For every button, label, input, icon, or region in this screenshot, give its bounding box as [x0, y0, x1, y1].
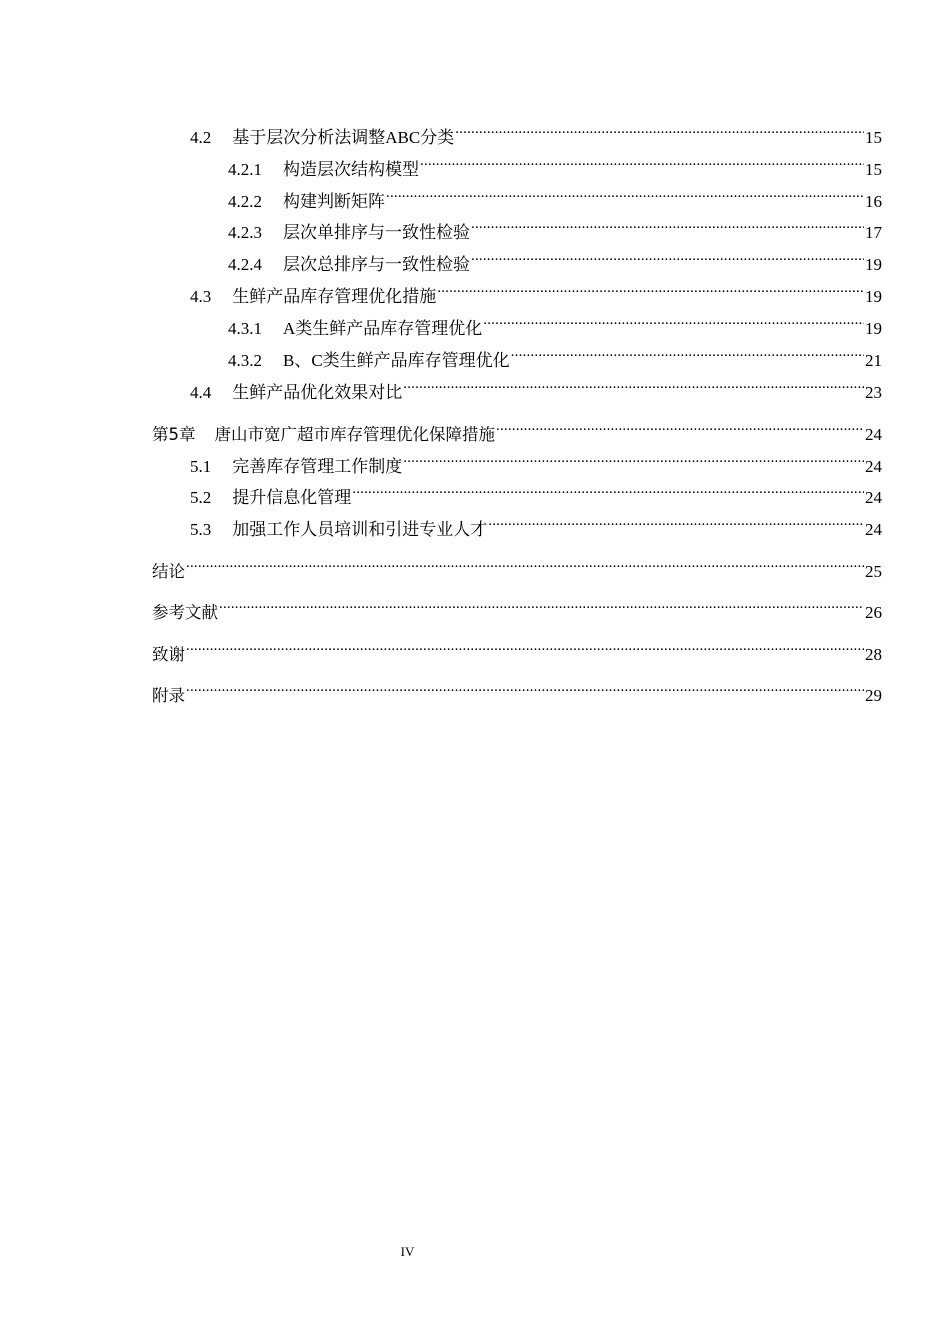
toc-dot-leader [219, 596, 864, 618]
toc-dot-leader [471, 248, 864, 270]
toc-entry-5-3[interactable] [190, 513, 882, 541]
toc-entry-5-2[interactable] [190, 481, 882, 509]
toc-entry-page: 24 [865, 457, 882, 476]
toc-entry-chapter-5[interactable] [152, 418, 882, 446]
toc-dot-leader [455, 121, 864, 143]
toc-entry-title: A类生鲜产品库存管理优化 [283, 319, 483, 338]
toc-entry-number: 第5章 [152, 425, 196, 444]
page-number-footer: IV [400, 1244, 415, 1259]
toc-entry-4-2[interactable] [190, 121, 882, 149]
toc-entry-page: 19 [865, 255, 882, 274]
toc-entry-title: B、C类生鲜产品库存管理优化 [283, 351, 510, 370]
toc-entry-title: 完善库存管理工作制度 [232, 457, 403, 476]
toc-dot-leader [403, 450, 864, 472]
toc-entry-number: 4.2.2 [228, 192, 262, 211]
toc-entry-page: 29 [865, 686, 882, 705]
toc-entry-appendix[interactable] [152, 679, 882, 707]
toc-entry-number: 4.3 [190, 287, 212, 306]
toc-dot-leader [403, 376, 864, 398]
toc-entry-4-4[interactable] [190, 376, 882, 404]
toc-dot-leader [386, 185, 864, 207]
toc-entry-page: 23 [865, 383, 882, 402]
toc-entry-title: 构造层次结构模型 [283, 160, 419, 179]
toc-entry-page: 24 [865, 488, 882, 507]
toc-dot-leader [186, 638, 864, 660]
toc-entry-page: 26 [865, 603, 882, 622]
toc-entry-number: 4.2 [190, 128, 212, 147]
toc-dot-leader [471, 216, 864, 238]
toc-entry-title: 提升信息化管理 [232, 488, 352, 507]
toc-dot-leader [496, 418, 864, 440]
toc-entry-page: 24 [865, 520, 882, 539]
toc-entry-title: 生鲜产品优化效果对比 [232, 383, 403, 402]
toc-entry-acknowledgements[interactable] [152, 638, 882, 666]
toc-dot-leader [420, 153, 864, 175]
toc-entry-page: 15 [865, 160, 882, 179]
toc-entry-number: 5.1 [190, 457, 212, 476]
toc-entry-page: 19 [865, 287, 882, 306]
toc-entry-page: 25 [865, 562, 882, 581]
toc-dot-leader [352, 481, 864, 503]
toc-entry-page: 16 [865, 192, 882, 211]
toc-entry-number: 5.3 [190, 520, 212, 539]
toc-entry-page: 24 [865, 425, 882, 444]
toc-entry-title: 层次总排序与一致性检验 [283, 255, 470, 274]
toc-entry-conclusion[interactable] [152, 555, 882, 583]
toc-entry-4-3-1[interactable] [228, 312, 882, 340]
toc-entry-references[interactable] [152, 596, 882, 624]
toc-dot-leader [437, 280, 864, 302]
toc-entry-page: 19 [865, 319, 882, 338]
toc-entry-number: 4.3.1 [228, 319, 262, 338]
toc-dot-leader [511, 344, 864, 366]
toc-entry-title: 层次单排序与一致性检验 [283, 223, 470, 242]
toc-entry-number: 4.3.2 [228, 351, 262, 370]
toc-entry-4-2-4[interactable] [228, 248, 882, 276]
toc-dot-leader [488, 513, 864, 535]
toc-entry-number: 4.2.3 [228, 223, 262, 242]
toc-entry-number: 4.2.4 [228, 255, 262, 274]
toc-entry-title: 基于层次分析法调整ABC分类 [232, 128, 455, 147]
toc-entry-title: 附录 [152, 686, 185, 705]
toc-entry-4-2-1[interactable] [228, 153, 882, 181]
toc-dot-leader [186, 679, 864, 701]
toc-entry-title: 结论 [152, 562, 185, 581]
toc-dot-leader [186, 555, 864, 577]
toc-entry-title: 唐山市宽广超市库存管理优化保障措施 [214, 425, 495, 444]
toc-entry-5-1[interactable] [190, 450, 882, 478]
toc-entry-page: 17 [865, 223, 882, 242]
toc-entry-page: 21 [865, 351, 882, 370]
toc-entry-page: 15 [865, 128, 882, 147]
toc-dot-leader [483, 312, 864, 334]
toc-entry-4-3[interactable] [190, 280, 882, 308]
toc-entry-4-3-2[interactable] [228, 344, 882, 372]
toc-entry-title: 构建判断矩阵 [283, 192, 385, 211]
toc-entry-page: 28 [865, 645, 882, 664]
toc-entry-title: 生鲜产品库存管理优化措施 [232, 287, 437, 306]
toc-entry-4-2-2[interactable] [228, 185, 882, 213]
toc-entry-title: 致谢 [152, 645, 185, 664]
toc-entry-4-2-3[interactable] [228, 216, 882, 244]
toc-entry-title: 加强工作人员培训和引进专业人才 [232, 520, 488, 539]
toc-entry-number: 4.4 [190, 383, 212, 402]
toc-entry-number: 4.2.1 [228, 160, 262, 179]
toc-entry-title: 参考文献 [152, 603, 218, 622]
toc-entry-number: 5.2 [190, 488, 212, 507]
